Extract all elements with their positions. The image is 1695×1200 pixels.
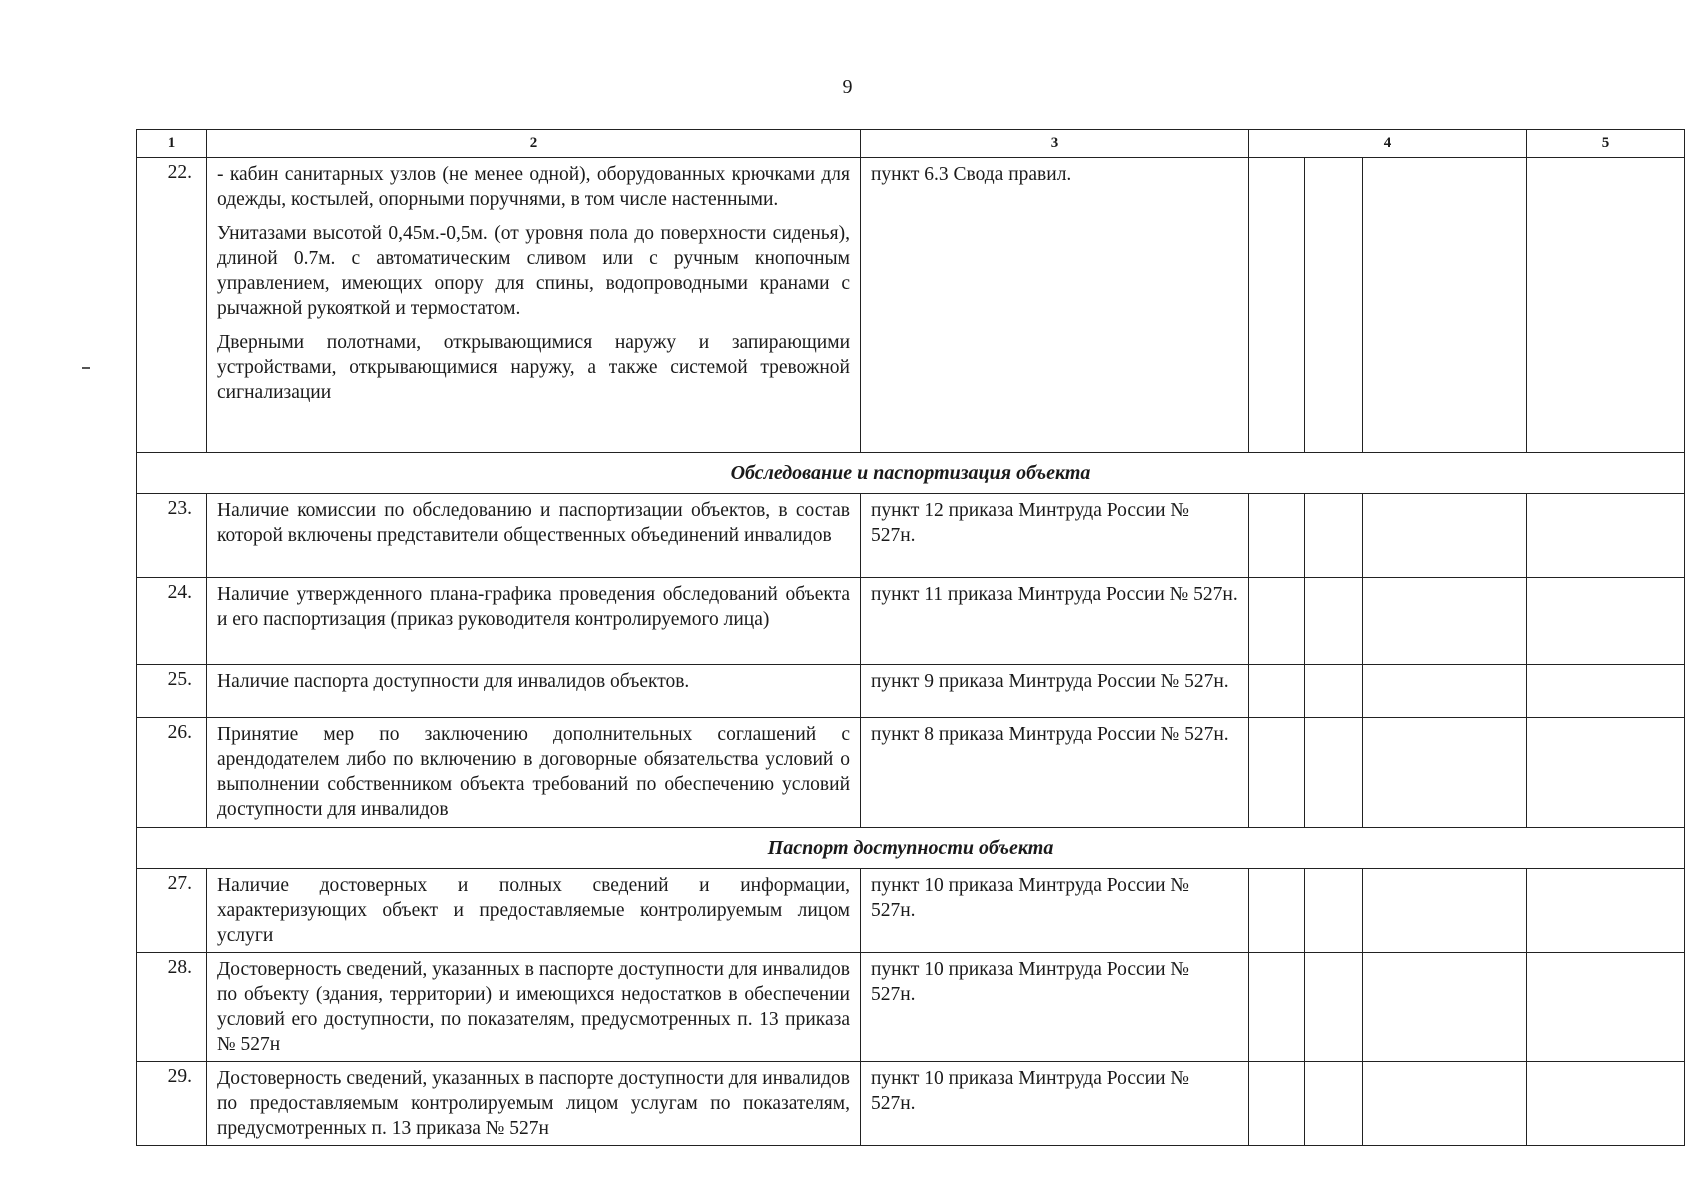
requirement-cell: Принятие мер по заключению дополнительных соглашений с арендодателем либо по включению в договорные обязательства условий о выполнении собственником объекта требований по обеспечению условий доступности для инвалидов — [207, 718, 861, 828]
answer-cell-yes — [1249, 665, 1305, 718]
table-row — [137, 494, 1685, 578]
note-cell — [1527, 718, 1685, 828]
section-row — [137, 453, 1685, 494]
reference-cell: пункт 10 приказа Минтруда России № 527н. — [861, 1062, 1249, 1146]
answer-cell-no — [1305, 1062, 1363, 1146]
row-number: 28. — [137, 953, 207, 1062]
header-col-4: 4 — [1249, 130, 1527, 158]
requirement-cell: Достоверность сведений, указанных в паспорте доступности для инвалидов по объекту (здания, территории) и имеющихся недостатков в обеспечении условий его доступности, по показателям, предусмотренных п. 13 приказа № 527н — [207, 953, 861, 1062]
requirement-cell: Наличие паспорта доступности для инвалидов объектов. — [207, 665, 861, 718]
answer-cell-yes — [1249, 718, 1305, 828]
answer-cell-no — [1305, 158, 1363, 453]
answer-cell-yes — [1249, 494, 1305, 578]
checklist-table — [136, 129, 1685, 1146]
requirement-cell: Наличие достоверных и полных сведений и информации, характеризующих объект и предоставляемые контролируемым лицом услуги — [207, 869, 861, 953]
answer-cell-na — [1363, 718, 1527, 828]
answer-cell-no — [1305, 718, 1363, 828]
answer-cell-na — [1363, 158, 1527, 453]
header-col-2: 2 — [207, 130, 861, 158]
answer-cell-yes — [1249, 953, 1305, 1062]
requirement-paragraph: Унитазами высотой 0,45м.-0,5м. (от уровня пола до поверхности сиденья), длиной 0.7м. с автоматическим сливом или с ручным кнопочным управлением, имеющих опору для спины, водопроводными кранами с рычажной рукояткой и термостатом. — [217, 223, 850, 319]
note-cell — [1527, 953, 1685, 1062]
section-title: Паспорт доступности объекта — [137, 828, 1685, 869]
requirement-paragraph: Дверными полотнами, открывающимися наружу и запирающими устройствами, открывающимися наружу, а также системой тревожной сигнализации — [217, 332, 850, 403]
note-cell — [1527, 665, 1685, 718]
row-number: 24. — [137, 578, 207, 665]
row-number: 25. — [137, 665, 207, 718]
note-cell — [1527, 494, 1685, 578]
requirement-cell: Наличие комиссии по обследованию и паспортизации объектов, в состав которой включены представители общественных объединений инвалидов — [207, 494, 861, 578]
header-col-1: 1 — [137, 130, 207, 158]
answer-cell-na — [1363, 665, 1527, 718]
answer-cell-na — [1363, 869, 1527, 953]
answer-cell-na — [1363, 1062, 1527, 1146]
table-row — [137, 1062, 1685, 1146]
answer-cell-no — [1305, 578, 1363, 665]
answer-cell-na — [1363, 953, 1527, 1062]
requirement-cell: Наличие утвержденного плана-графика проведения обследований объекта и его паспортизация (приказ руководителя контролируемого лица) — [207, 578, 861, 665]
note-cell — [1527, 869, 1685, 953]
row-number: 27. — [137, 869, 207, 953]
answer-cell-yes — [1249, 158, 1305, 453]
answer-cell-no — [1305, 869, 1363, 953]
answer-cell-no — [1305, 494, 1363, 578]
table-row — [137, 158, 1685, 453]
note-cell — [1527, 1062, 1685, 1146]
reference-cell: пункт 8 приказа Минтруда России № 527н. — [861, 718, 1249, 828]
reference-cell: пункт 10 приказа Минтруда России № 527н. — [861, 953, 1249, 1062]
row-number: 26. — [137, 718, 207, 828]
requirement-paragraph: - кабин санитарных узлов (не менее одной), оборудованных крючками для одежды, костылей, опорными поручнями, в том числе настенными. — [217, 164, 850, 210]
answer-cell-na — [1363, 494, 1527, 578]
section-title: Обследование и паспортизация объекта — [137, 453, 1685, 494]
header-col-5: 5 — [1527, 130, 1685, 158]
row-number: 22. — [137, 158, 207, 453]
table-row — [137, 869, 1685, 953]
answer-cell-yes — [1249, 578, 1305, 665]
answer-cell-yes — [1249, 1062, 1305, 1146]
answer-cell-no — [1305, 665, 1363, 718]
scan-mark — [82, 367, 90, 369]
row-number: 29. — [137, 1062, 207, 1146]
note-cell — [1527, 578, 1685, 665]
answer-cell-na — [1363, 578, 1527, 665]
reference-cell: пункт 6.3 Свода правил. — [861, 158, 1249, 453]
reference-cell: пункт 9 приказа Минтруда России № 527н. — [861, 665, 1249, 718]
table-row — [137, 578, 1685, 665]
reference-cell: пункт 12 приказа Минтруда России № 527н. — [861, 494, 1249, 578]
table-row — [137, 718, 1685, 828]
reference-cell: пункт 10 приказа Минтруда России № 527н. — [861, 869, 1249, 953]
page-number: 9 — [842, 76, 853, 98]
section-row — [137, 828, 1685, 869]
table-row — [137, 665, 1685, 718]
table-header-row — [137, 130, 1685, 158]
reference-cell: пункт 11 приказа Минтруда России № 527н. — [861, 578, 1249, 665]
requirement-cell — [207, 158, 861, 453]
header-col-3: 3 — [861, 130, 1249, 158]
answer-cell-no — [1305, 953, 1363, 1062]
answer-cell-yes — [1249, 869, 1305, 953]
row-number: 23. — [137, 494, 207, 578]
note-cell — [1527, 158, 1685, 453]
requirement-cell: Достоверность сведений, указанных в паспорте доступности для инвалидов по предоставляемым контролируемым лицом услугам по показателям, предусмотренных п. 13 приказа № 527н — [207, 1062, 861, 1146]
table-row — [137, 953, 1685, 1062]
